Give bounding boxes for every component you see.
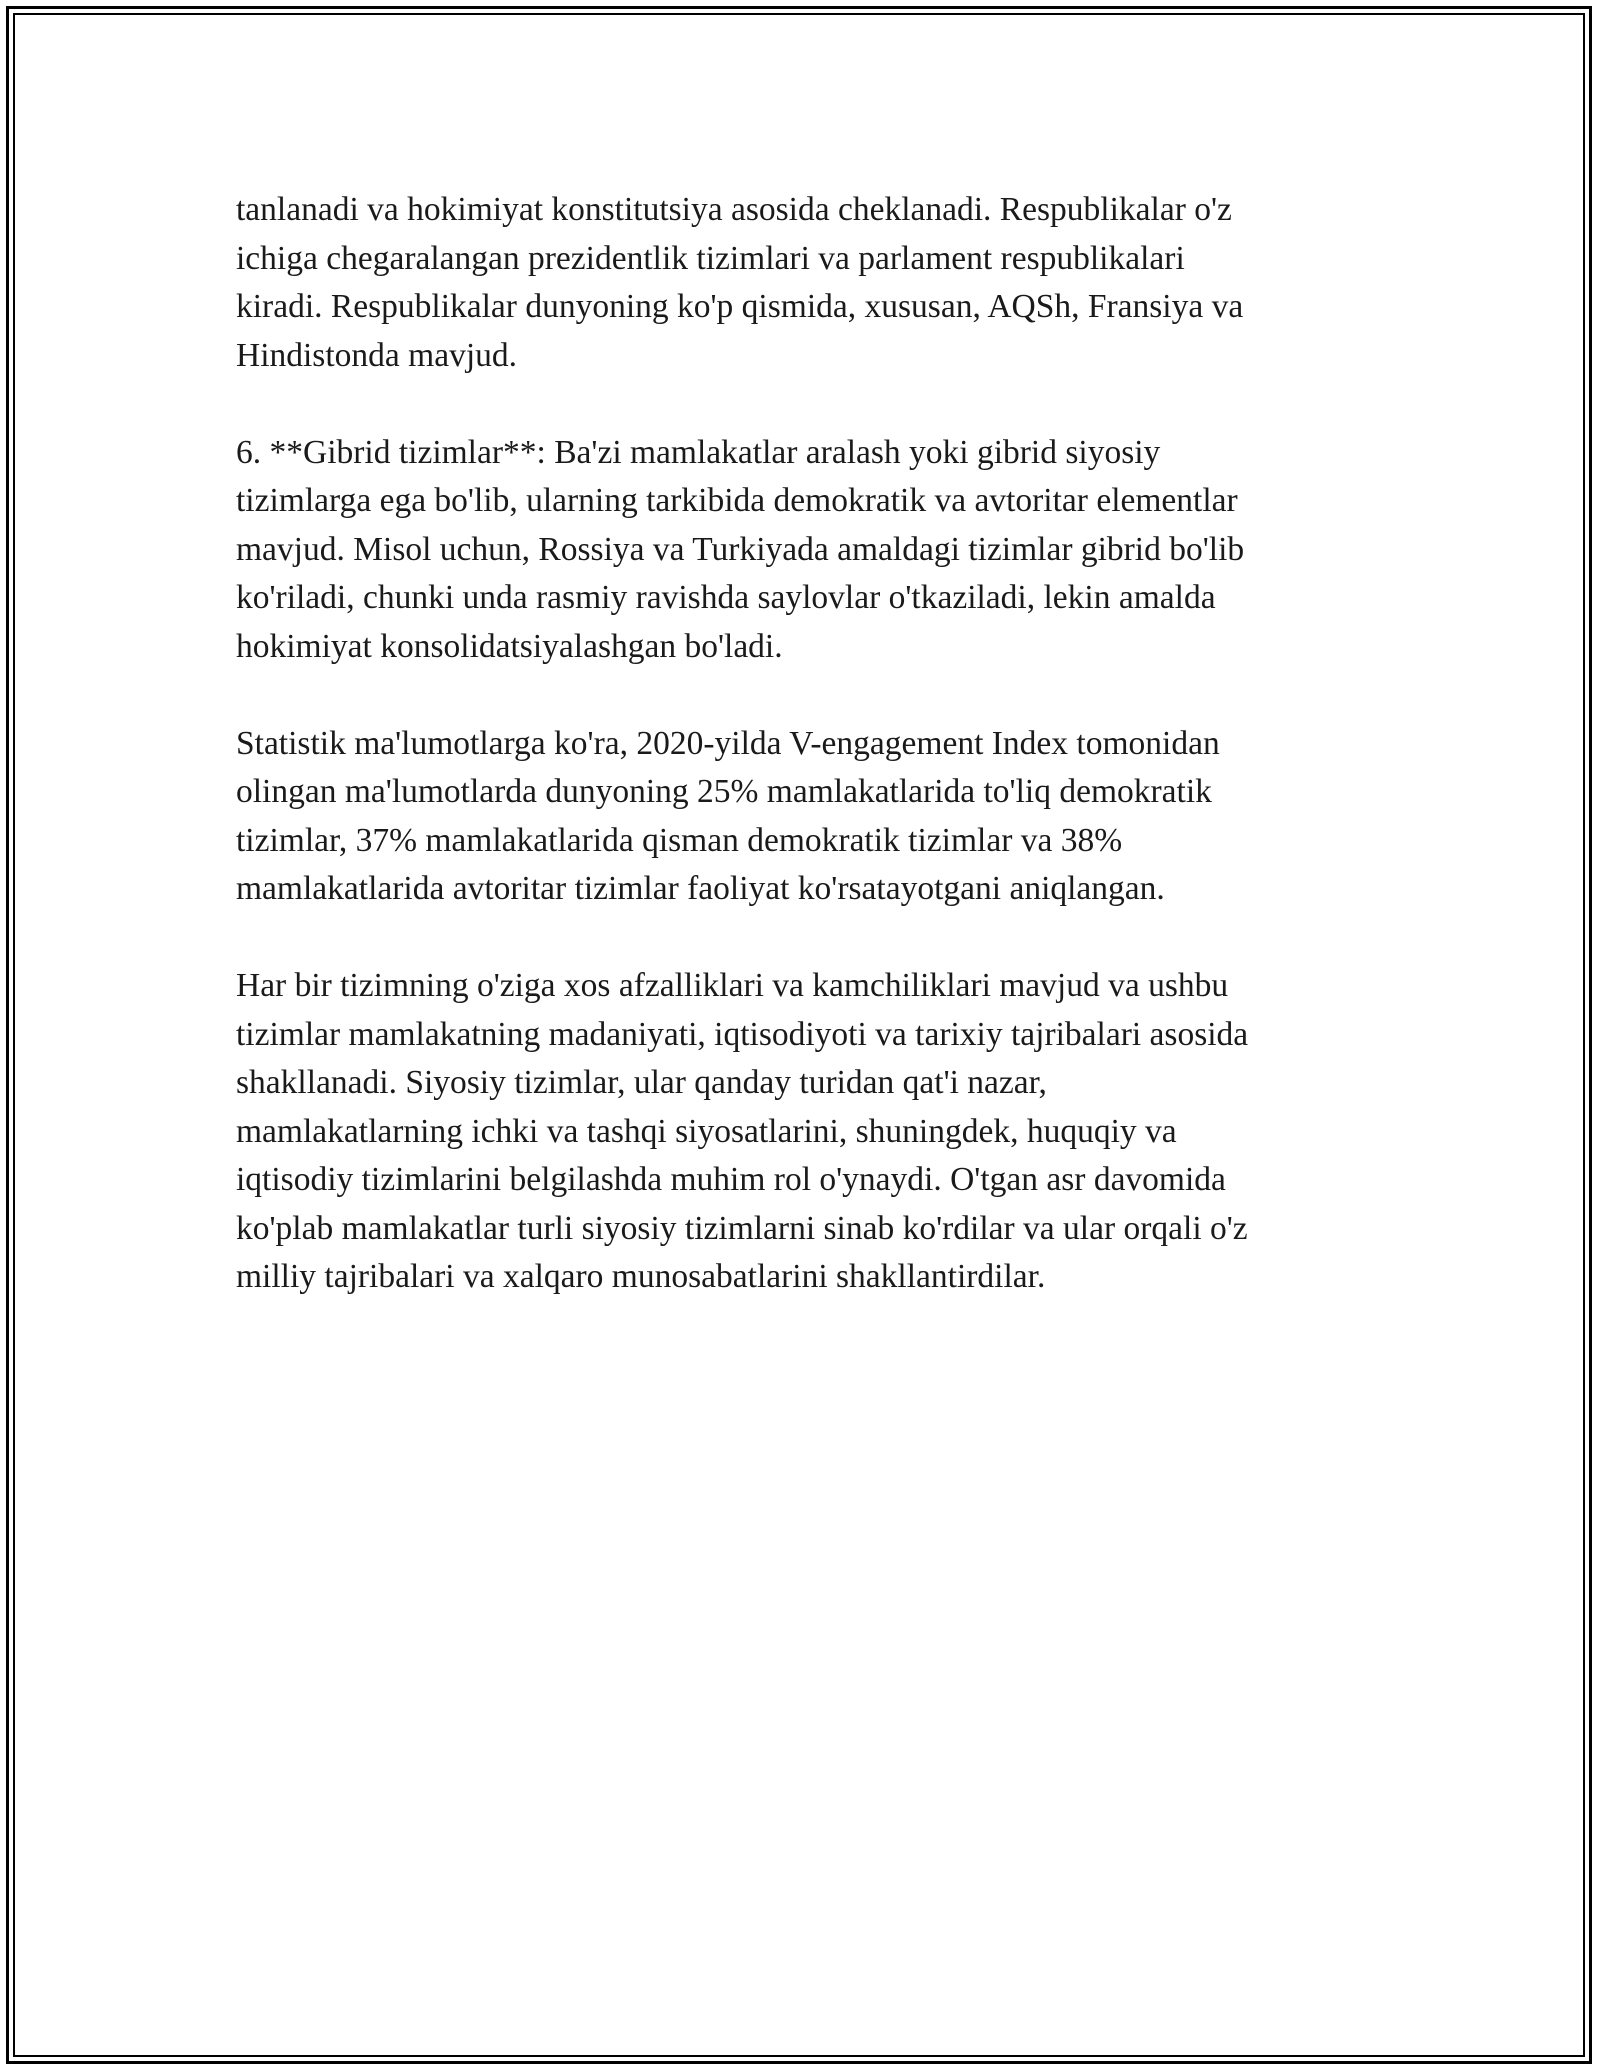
paragraph-republics: tanlanadi va hokimiyat konstitutsiya asosida cheklanadi. Respublikalar o'z ichiga chegaralangan prezidentlik tizimlari va parlament respublikalari kiradi. Respublikalar dunyoning ko'p qismida, xususan, AQSh, Fransiya va Hindistonda mavjud.: [236, 191, 1244, 374]
paragraph-conclusion: Har bir tizimning o'ziga xos afzalliklari va kamchiliklari mavjud va ushbu tizimlar mamlakatning madaniyati, iqtisodiyoti va tarixiy tajribalari asosida shakllanadi. Siyosiy tizimlar, ular qanday turidan qat'i nazar, mamlakatlarning ichki va tashqi siyosatlarini, shuningdek, huquqiy va iqtisodiy tizimlarini belgilashda muhim rol o'ynaydi. O'tgan asr davomida ko'plab mamlakatlar turli siyosiy tizimlarni sinab ko'rdilar va ular orqali o'z milliy tajribalari va xalqaro munosabatlarini shakllantirdilar.: [236, 967, 1249, 1295]
paragraph-hybrid-systems: 6. **Gibrid tizimlar**: Ba'zi mamlakatlar aralash yoki gibrid siyosiy tizimlarga ega bo'lib, ularning tarkibida demokratik va avtoritar elementlar mavjud. Misol uchun, Rossiya va Turkiyada amaldagi tizimlar gibrid bo'lib ko'riladi, chunki unda rasmiy ravishda saylovlar o'tkaziladi, lekin amalda hokimiyat konsolidatsiyalashgan bo'ladi.: [236, 433, 1245, 665]
paragraph-statistics: Statistik ma'lumotlarga ko'ra, 2020-yilda V-engagement Index tomonidan olingan ma'lumotlarda dunyoning 25% mamlakatlarida to'liq demokratik tizimlar, 37% mamlakatlarida qisman demokratik tizimlar va 38% mamlakatlarida avtoritar tizimlar faoliyat ko'rsatayotgani aniqlangan.: [236, 724, 1220, 907]
document-body: [236, 186, 1366, 1350]
